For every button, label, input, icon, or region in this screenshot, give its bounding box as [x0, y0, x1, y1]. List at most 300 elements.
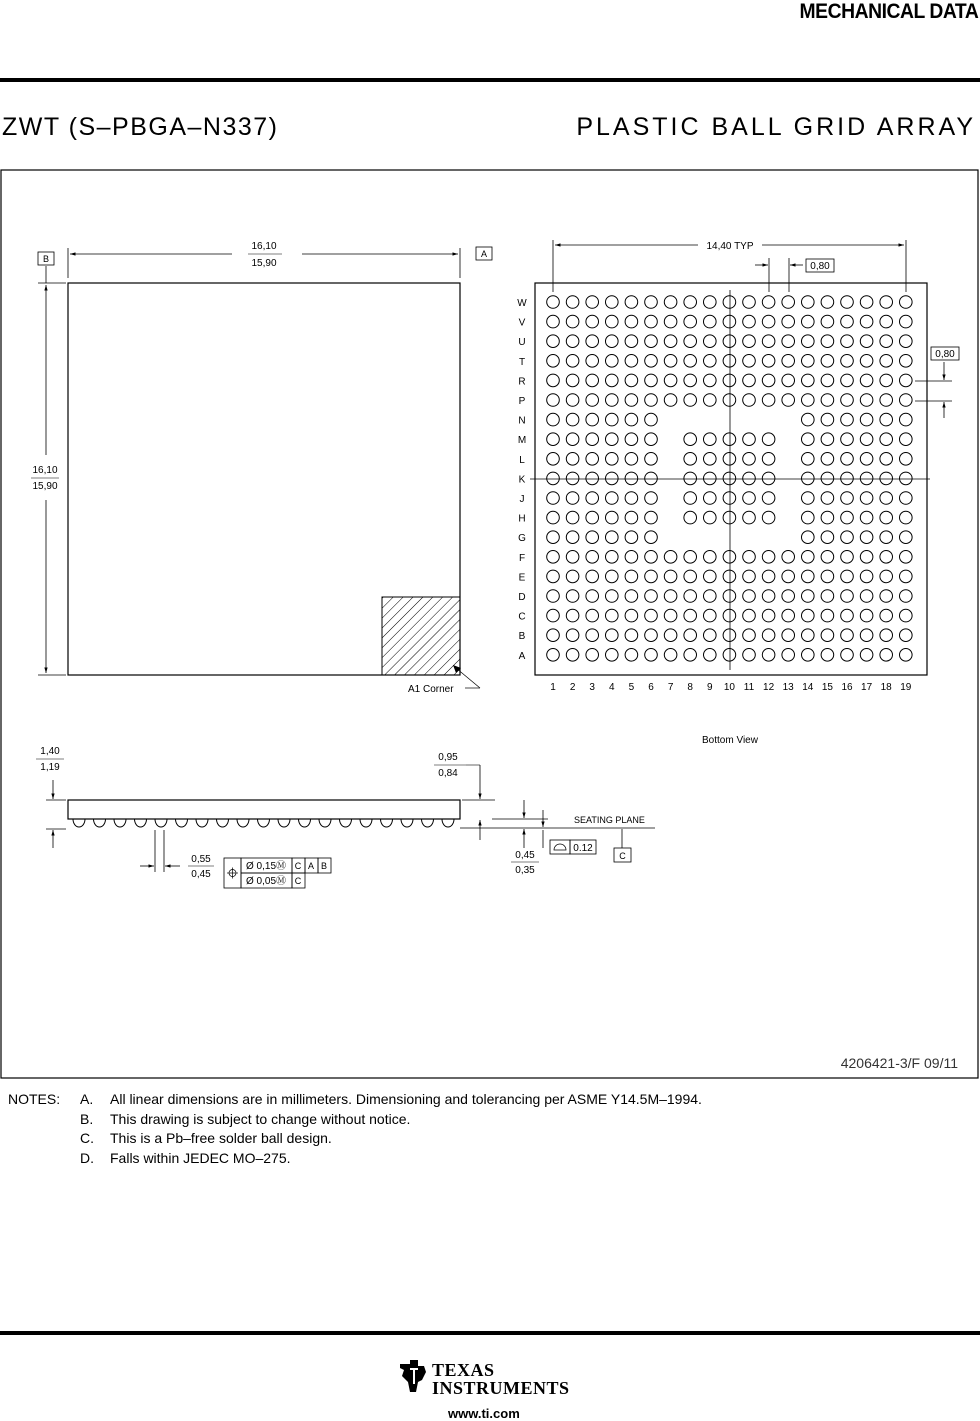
ball-e10 — [723, 570, 736, 583]
ball-p12 — [762, 394, 775, 407]
ball-l9 — [704, 453, 717, 466]
ball-t7 — [664, 355, 677, 368]
package-name: ZWT (S–PBGA–N337) — [2, 113, 279, 141]
ball-c10 — [723, 609, 736, 622]
side-ball — [258, 819, 270, 827]
ball-p11 — [743, 394, 756, 407]
ball-c19 — [900, 609, 913, 622]
ball-b5 — [625, 629, 638, 642]
ball-w4 — [606, 296, 619, 309]
ball-grid — [547, 296, 912, 661]
ball-a12 — [762, 649, 775, 662]
ball-a16 — [841, 649, 854, 662]
ball-w13 — [782, 296, 795, 309]
ball-p2 — [566, 394, 579, 407]
ball-d13 — [782, 590, 795, 603]
ball-r5 — [625, 374, 638, 387]
row-label-u: U — [518, 337, 526, 349]
ball-d10 — [723, 590, 736, 603]
ball-j3 — [586, 492, 599, 505]
row-label-d: D — [518, 592, 526, 603]
ball-a14 — [802, 649, 815, 662]
ball-u19 — [900, 335, 913, 348]
ball-k14 — [802, 472, 815, 485]
ball-e14 — [802, 570, 815, 583]
side-ball — [442, 819, 454, 827]
ball-g15 — [821, 531, 834, 544]
ball-v10 — [723, 315, 736, 328]
ball-l10 — [723, 453, 736, 466]
ball-u6 — [645, 335, 658, 348]
col-label-13: 13 — [782, 682, 794, 693]
flatness-icon — [554, 844, 566, 850]
ball-p16 — [841, 394, 854, 407]
ball-k1 — [547, 472, 560, 485]
ball-r19 — [900, 374, 913, 387]
side-ball — [422, 819, 434, 827]
ball-u9 — [704, 335, 717, 348]
ball-k17 — [860, 472, 873, 485]
ball-w9 — [704, 296, 717, 309]
ball-k9 — [704, 472, 717, 485]
ball-b6 — [645, 629, 658, 642]
col-label-4: 4 — [609, 682, 615, 693]
ball-g18 — [880, 531, 893, 544]
side-ball — [176, 819, 188, 827]
side-ball — [401, 819, 413, 827]
ball-k18 — [880, 472, 893, 485]
ball-b15 — [821, 629, 834, 642]
col-label-2: 2 — [569, 682, 576, 693]
col-label-12: 12 — [763, 682, 775, 693]
ball-b7 — [664, 629, 677, 642]
ball-p17 — [860, 394, 873, 407]
ball-d18 — [880, 590, 893, 603]
ball-w2 — [566, 296, 579, 309]
ball-k6 — [645, 472, 658, 485]
ball-w12 — [762, 296, 775, 309]
ball-w15 — [821, 296, 834, 309]
ball-e4 — [606, 570, 619, 583]
ball-w1 — [547, 296, 560, 309]
ball-u13 — [782, 335, 795, 348]
tol1-ref-c: C — [294, 861, 302, 871]
pitch-h: 0,80 — [810, 261, 830, 272]
ball-t5 — [625, 355, 638, 368]
side-ball — [196, 819, 208, 827]
ball-d15 — [821, 590, 834, 603]
ball-r14 — [802, 374, 815, 387]
ball-u3 — [586, 335, 599, 348]
ball-n4 — [606, 413, 619, 426]
ball-j1 — [547, 492, 560, 505]
ball-u4 — [606, 335, 619, 348]
ball-l19 — [900, 453, 913, 466]
ball-f14 — [802, 551, 815, 564]
ball-u12 — [762, 335, 775, 348]
ball-m16 — [841, 433, 854, 446]
ball-t9 — [704, 355, 717, 368]
ball-e9 — [704, 570, 717, 583]
datum-b: B — [42, 254, 50, 264]
ball-j9 — [704, 492, 717, 505]
ball-t18 — [880, 355, 893, 368]
ball-n3 — [586, 413, 599, 426]
ball-a8 — [684, 649, 697, 662]
ball-v6 — [645, 315, 658, 328]
ball-b12 — [762, 629, 775, 642]
note-a: A. All linear dimensions are in millimeters. Dimensioning and tolerancing per ASME Y14.5M–1994. — [80, 1091, 702, 1107]
ball-c1 — [547, 609, 560, 622]
ball-f19 — [900, 551, 913, 564]
ball-t4 — [606, 355, 619, 368]
ball-a18 — [880, 649, 893, 662]
ball-d1 — [547, 590, 560, 603]
col-label-11: 11 — [743, 682, 755, 693]
ball-w6 — [645, 296, 658, 309]
ball-u8 — [684, 335, 697, 348]
ball-v1 — [547, 315, 560, 328]
ball-l6 — [645, 453, 658, 466]
col-label-19: 19 — [900, 682, 912, 693]
ball-k5 — [625, 472, 638, 485]
ball-n16 — [841, 413, 854, 426]
ball-a19 — [900, 649, 913, 662]
ball-p10 — [723, 394, 736, 407]
ball-m18 — [880, 433, 893, 446]
ball-p15 — [821, 394, 834, 407]
footer-url[interactable]: www.ti.com — [448, 1406, 520, 1421]
side-ball — [94, 819, 106, 827]
ball-v11 — [743, 315, 756, 328]
ball-v7 — [664, 315, 677, 328]
brand-line1: TEXAS — [432, 1360, 495, 1380]
ball-r6 — [645, 374, 658, 387]
tol2-value: Ø 0,05Ⓜ — [245, 876, 287, 887]
ball-g3 — [586, 531, 599, 544]
col-label-5: 5 — [628, 682, 635, 693]
ball-b10 — [723, 629, 736, 642]
row-label-f: F — [518, 552, 526, 564]
ball-d9 — [704, 590, 717, 603]
ball-d19 — [900, 590, 913, 603]
ball-p5 — [625, 394, 638, 407]
ball-r12 — [762, 374, 775, 387]
seating-plane-label: SEATING PLANE — [574, 815, 645, 825]
ball-u7 — [664, 335, 677, 348]
ball-p8 — [684, 394, 697, 407]
ball-n1 — [547, 413, 560, 426]
row-label-c: C — [518, 611, 526, 623]
ball-j6 — [645, 492, 658, 505]
ball-p4 — [606, 394, 619, 407]
standoff-max: 0,45 — [515, 850, 535, 861]
ball-h14 — [802, 511, 815, 524]
side-body-max: 0,95 — [438, 752, 458, 763]
top-view — [31, 241, 492, 695]
ball-l17 — [860, 453, 873, 466]
pitch-v: 0,80 — [935, 349, 955, 360]
ball-g6 — [645, 531, 658, 544]
ball-d8 — [684, 590, 697, 603]
ball-k8 — [684, 472, 697, 485]
ball-p7 — [664, 394, 677, 407]
standoff-min: 0,35 — [515, 865, 535, 876]
ball-u2 — [566, 335, 579, 348]
ball-u15 — [821, 335, 834, 348]
side-ball — [340, 819, 352, 827]
col-label-7: 7 — [667, 682, 674, 693]
ball-t3 — [586, 355, 599, 368]
side-ball — [217, 819, 229, 827]
ball-f5 — [625, 551, 638, 564]
ball-f9 — [704, 551, 717, 564]
ball-c13 — [782, 609, 795, 622]
ball-u10 — [723, 335, 736, 348]
col-label-1: 1 — [550, 682, 556, 693]
drawing-number: 4206421-3/F 09/11 — [840, 1055, 958, 1071]
ball-a2 — [566, 649, 579, 662]
ball-g5 — [625, 531, 638, 544]
ball-t14 — [802, 355, 815, 368]
ball-d3 — [586, 590, 599, 603]
ball-g14 — [802, 531, 815, 544]
row-label-p: P — [518, 396, 526, 407]
ball-a15 — [821, 649, 834, 662]
ball-p18 — [880, 394, 893, 407]
ball-r7 — [664, 374, 677, 387]
ball-f4 — [606, 551, 619, 564]
ball-j11 — [743, 492, 756, 505]
col-label-17: 17 — [861, 682, 873, 693]
ball-dia-max: 0,55 — [191, 854, 211, 865]
ball-j5 — [625, 492, 638, 505]
ball-k4 — [606, 472, 619, 485]
ball-t1 — [547, 355, 560, 368]
ball-c4 — [606, 609, 619, 622]
ball-m4 — [606, 433, 619, 446]
ball-t19 — [900, 355, 913, 368]
ball-u16 — [841, 335, 854, 348]
ball-v16 — [841, 315, 854, 328]
ball-c18 — [880, 609, 893, 622]
ball-h11 — [743, 511, 756, 524]
ball-v15 — [821, 315, 834, 328]
ball-e16 — [841, 570, 854, 583]
side-ball — [278, 819, 290, 827]
ball-w14 — [802, 296, 815, 309]
side-height-min: 1,19 — [40, 762, 60, 773]
ball-c12 — [762, 609, 775, 622]
row-label-b: B — [518, 631, 526, 643]
top-width-min: 15,90 — [251, 258, 277, 269]
ball-w8 — [684, 296, 697, 309]
ball-g1 — [547, 531, 560, 544]
ball-g2 — [566, 531, 579, 544]
ball-a9 — [704, 649, 717, 662]
ball-f7 — [664, 551, 677, 564]
ball-w7 — [664, 296, 677, 309]
ball-f11 — [743, 551, 756, 564]
ball-a10 — [723, 649, 736, 662]
ball-h19 — [900, 511, 913, 524]
ball-v5 — [625, 315, 638, 328]
ball-b13 — [782, 629, 795, 642]
ball-r9 — [704, 374, 717, 387]
ball-d12 — [762, 590, 775, 603]
side-ball — [237, 819, 249, 827]
ball-b2 — [566, 629, 579, 642]
ball-c5 — [625, 609, 638, 622]
ball-r17 — [860, 374, 873, 387]
row-label-r: R — [518, 376, 526, 388]
bottom-view — [517, 240, 959, 746]
ball-c14 — [802, 609, 815, 622]
top-height-min: 15,90 — [32, 481, 58, 492]
ball-g19 — [900, 531, 913, 544]
ball-m10 — [723, 433, 736, 446]
ti-logo-icon — [398, 1360, 430, 1394]
ball-m8 — [684, 433, 697, 446]
ball-r18 — [880, 374, 893, 387]
ball-j15 — [821, 492, 834, 505]
ball-c9 — [704, 609, 717, 622]
col-label-6: 6 — [648, 682, 654, 693]
ball-u18 — [880, 335, 893, 348]
section-title: MECHANICAL DATA — [799, 0, 978, 23]
ball-f2 — [566, 551, 579, 564]
ball-v18 — [880, 315, 893, 328]
ball-g17 — [860, 531, 873, 544]
ball-j17 — [860, 492, 873, 505]
tol2-ref-c: C — [294, 876, 302, 886]
ball-a11 — [743, 649, 756, 662]
ball-k16 — [841, 472, 854, 485]
col-label-10: 10 — [723, 682, 735, 693]
bottom-view-caption: Bottom View — [702, 735, 758, 746]
ball-j4 — [606, 492, 619, 505]
ball-e12 — [762, 570, 775, 583]
ball-e3 — [586, 570, 599, 583]
ball-w16 — [841, 296, 854, 309]
ball-b4 — [606, 629, 619, 642]
ball-l15 — [821, 453, 834, 466]
ball-u11 — [743, 335, 756, 348]
ball-m15 — [821, 433, 834, 446]
ball-n19 — [900, 413, 913, 426]
col-label-16: 16 — [841, 682, 853, 693]
col-label-14: 14 — [802, 682, 814, 693]
ball-m3 — [586, 433, 599, 446]
a1-corner-label: A1 Corner — [408, 684, 454, 695]
ball-t11 — [743, 355, 756, 368]
row-label-n: N — [518, 415, 526, 427]
notes-label: NOTES: — [8, 1091, 61, 1107]
top-height-max: 16,10 — [32, 465, 58, 476]
ball-a4 — [606, 649, 619, 662]
row-label-m: M — [517, 435, 527, 447]
datum-a: A — [480, 249, 488, 259]
ball-t6 — [645, 355, 658, 368]
ball-b11 — [743, 629, 756, 642]
side-height-max: 1,40 — [40, 746, 60, 757]
ball-w17 — [860, 296, 873, 309]
top-width-max: 16,10 — [251, 241, 277, 252]
ball-j8 — [684, 492, 697, 505]
ball-l14 — [802, 453, 815, 466]
ball-k15 — [821, 472, 834, 485]
ball-v17 — [860, 315, 873, 328]
row-label-e: E — [518, 572, 526, 584]
ball-g4 — [606, 531, 619, 544]
ball-m6 — [645, 433, 658, 446]
ball-t12 — [762, 355, 775, 368]
ball-m12 — [762, 433, 775, 446]
ball-d4 — [606, 590, 619, 603]
ball-m2 — [566, 433, 579, 446]
ball-f8 — [684, 551, 697, 564]
side-ball — [360, 819, 372, 827]
ball-f16 — [841, 551, 854, 564]
ball-a6 — [645, 649, 658, 662]
ball-b16 — [841, 629, 854, 642]
ball-e17 — [860, 570, 873, 583]
ball-h2 — [566, 511, 579, 524]
ball-e6 — [645, 570, 658, 583]
ball-h10 — [723, 511, 736, 524]
ball-b8 — [684, 629, 697, 642]
ball-k19 — [900, 472, 913, 485]
ball-e18 — [880, 570, 893, 583]
ball-r16 — [841, 374, 854, 387]
ball-e8 — [684, 570, 697, 583]
ball-l8 — [684, 453, 697, 466]
ball-u17 — [860, 335, 873, 348]
side-ball — [114, 819, 126, 827]
ball-n2 — [566, 413, 579, 426]
ball-p19 — [900, 394, 913, 407]
ball-l3 — [586, 453, 599, 466]
bottom-rule — [0, 1331, 980, 1335]
ball-l1 — [547, 453, 560, 466]
row-labels — [517, 298, 527, 662]
ball-j12 — [762, 492, 775, 505]
ball-k11 — [743, 472, 756, 485]
side-balls — [73, 819, 454, 827]
ball-l5 — [625, 453, 638, 466]
ball-r3 — [586, 374, 599, 387]
ball-f3 — [586, 551, 599, 564]
note-d: D. Falls within JEDEC MO–275. — [80, 1149, 291, 1166]
ball-h18 — [880, 511, 893, 524]
ball-v8 — [684, 315, 697, 328]
ball-a7 — [664, 649, 677, 662]
ball-c16 — [841, 609, 854, 622]
ball-e15 — [821, 570, 834, 583]
ball-w18 — [880, 296, 893, 309]
ball-r1 — [547, 374, 560, 387]
ball-k2 — [566, 472, 579, 485]
tol1-value: Ø 0,15Ⓜ — [245, 861, 287, 872]
ball-t15 — [821, 355, 834, 368]
ball-n15 — [821, 413, 834, 426]
ball-m19 — [900, 433, 913, 446]
ball-m1 — [547, 433, 560, 446]
ball-t10 — [723, 355, 736, 368]
ball-e5 — [625, 570, 638, 583]
ball-e13 — [782, 570, 795, 583]
side-ball — [299, 819, 311, 827]
